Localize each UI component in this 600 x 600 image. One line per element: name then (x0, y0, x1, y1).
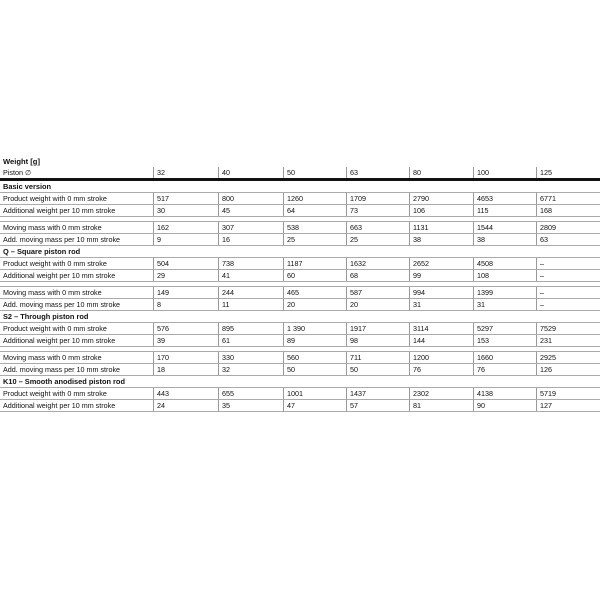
value-cell: 1709 (346, 193, 409, 204)
table-row (0, 364, 600, 376)
value-cell: 517 (153, 193, 218, 204)
table-row (0, 222, 600, 234)
value-cell: 115 (473, 205, 536, 216)
value-cell: 6771 (536, 193, 600, 204)
value-cell: 90 (473, 400, 536, 411)
value-cell: 1399 (473, 287, 536, 298)
table-row (0, 205, 600, 217)
value-cell: 576 (153, 323, 218, 334)
value-cell: 4508 (473, 258, 536, 269)
section-header: K10 – Smooth anodised piston rod (0, 376, 600, 388)
value-cell: 8 (153, 299, 218, 310)
value-cell: 504 (153, 258, 218, 269)
value-cell: 2790 (409, 193, 473, 204)
value-cell: 231 (536, 335, 600, 346)
value-cell: 149 (153, 287, 218, 298)
row-label: Add. moving mass per 10 mm stroke (3, 365, 121, 374)
table-row (0, 287, 600, 299)
value-cell: 126 (536, 364, 600, 375)
value-cell: 20 (283, 299, 346, 310)
value-cell: 560 (283, 352, 346, 363)
row-label: Product weight with 0 mm stroke (3, 324, 107, 333)
diameter-header: 32 (153, 167, 218, 178)
value-cell: 1187 (283, 258, 346, 269)
value-cell: 2925 (536, 352, 600, 363)
value-cell: 38 (409, 234, 473, 245)
diameter-header: 80 (409, 167, 473, 178)
value-cell: 76 (409, 364, 473, 375)
value-cell: 99 (409, 270, 473, 281)
value-cell: 1 390 (283, 323, 346, 334)
row-label: Additional weight per 10 mm stroke (3, 271, 116, 280)
section-header: Basic version (0, 181, 600, 193)
value-cell: 45 (218, 205, 283, 216)
value-cell: – (536, 258, 600, 269)
value-cell: 76 (473, 364, 536, 375)
value-cell: 41 (218, 270, 283, 281)
value-cell: 31 (473, 299, 536, 310)
value-cell: 1001 (283, 388, 346, 399)
row-label: Moving mass with 0 mm stroke (3, 223, 102, 232)
diameter-header: 125 (536, 167, 600, 178)
value-cell: 57 (346, 400, 409, 411)
value-cell: 24 (153, 400, 218, 411)
value-cell: 50 (346, 364, 409, 375)
row-label: Additional weight per 10 mm stroke (3, 206, 116, 215)
value-cell: 32 (218, 364, 283, 375)
value-cell: – (536, 270, 600, 281)
value-cell: 2652 (409, 258, 473, 269)
value-cell: 106 (409, 205, 473, 216)
table-row (0, 388, 600, 400)
value-cell: 20 (346, 299, 409, 310)
value-cell: 1917 (346, 323, 409, 334)
value-cell: 663 (346, 222, 409, 233)
value-cell: 68 (346, 270, 409, 281)
value-cell: 60 (283, 270, 346, 281)
row-label: Add. moving mass per 10 mm stroke (3, 300, 121, 309)
value-cell: 1260 (283, 193, 346, 204)
table-row (0, 400, 600, 412)
value-cell: 31 (409, 299, 473, 310)
table-row (0, 234, 600, 246)
piston-diameter-label: Piston ∅ (3, 168, 32, 177)
table-title: Weight [g] (3, 157, 40, 166)
value-cell: 89 (283, 335, 346, 346)
value-cell: – (536, 299, 600, 310)
value-cell: 18 (153, 364, 218, 375)
value-cell: 1660 (473, 352, 536, 363)
value-cell: 7529 (536, 323, 600, 334)
table-row (0, 270, 600, 282)
value-cell: 25 (346, 234, 409, 245)
row-label: Moving mass with 0 mm stroke (3, 353, 102, 362)
value-cell: 35 (218, 400, 283, 411)
value-cell: 25 (283, 234, 346, 245)
value-cell: 162 (153, 222, 218, 233)
value-cell: 1131 (409, 222, 473, 233)
value-cell: 127 (536, 400, 600, 411)
value-cell: 29 (153, 270, 218, 281)
value-cell: 47 (283, 400, 346, 411)
table-row (0, 193, 600, 205)
value-cell: 2809 (536, 222, 600, 233)
value-cell: 16 (218, 234, 283, 245)
table-row (0, 323, 600, 335)
row-label: Add. moving mass per 10 mm stroke (3, 235, 121, 244)
value-cell: 170 (153, 352, 218, 363)
value-cell: 587 (346, 287, 409, 298)
value-cell: 81 (409, 400, 473, 411)
value-cell: 5719 (536, 388, 600, 399)
row-label: Additional weight per 10 mm stroke (3, 336, 116, 345)
value-cell: 711 (346, 352, 409, 363)
value-cell: 307 (218, 222, 283, 233)
value-cell: 4653 (473, 193, 536, 204)
header-row (0, 167, 600, 181)
value-cell: 64 (283, 205, 346, 216)
row-label: Moving mass with 0 mm stroke (3, 288, 102, 297)
row-label: Product weight with 0 mm stroke (3, 259, 107, 268)
value-cell: 39 (153, 335, 218, 346)
value-cell: 538 (283, 222, 346, 233)
value-cell: 330 (218, 352, 283, 363)
table-row (0, 299, 600, 311)
value-cell: 994 (409, 287, 473, 298)
value-cell: 50 (283, 364, 346, 375)
value-cell: 5297 (473, 323, 536, 334)
value-cell: 1544 (473, 222, 536, 233)
row-label: Product weight with 0 mm stroke (3, 389, 107, 398)
value-cell: 4138 (473, 388, 536, 399)
diameter-header: 63 (346, 167, 409, 178)
weight-table (0, 156, 600, 412)
diameter-header: 50 (283, 167, 346, 178)
diameter-header: 40 (218, 167, 283, 178)
table-row (0, 352, 600, 364)
table-row (0, 335, 600, 347)
section-header: Q – Square piston rod (0, 246, 600, 258)
value-cell: 1200 (409, 352, 473, 363)
value-cell: 63 (536, 234, 600, 245)
value-cell: 144 (409, 335, 473, 346)
value-cell: 1632 (346, 258, 409, 269)
value-cell: 108 (473, 270, 536, 281)
table-body (0, 181, 600, 412)
value-cell: 168 (536, 205, 600, 216)
row-label: Product weight with 0 mm stroke (3, 194, 107, 203)
row-label: Additional weight per 10 mm stroke (3, 401, 116, 410)
value-cell: 73 (346, 205, 409, 216)
value-cell: 655 (218, 388, 283, 399)
value-cell: 895 (218, 323, 283, 334)
value-cell: 800 (218, 193, 283, 204)
section-header: S2 – Through piston rod (0, 311, 600, 323)
value-cell: 465 (283, 287, 346, 298)
diameter-header: 100 (473, 167, 536, 178)
value-cell: 30 (153, 205, 218, 216)
value-cell: 11 (218, 299, 283, 310)
value-cell: 244 (218, 287, 283, 298)
value-cell: – (536, 287, 600, 298)
table-row (0, 258, 600, 270)
value-cell: 98 (346, 335, 409, 346)
value-cell: 3114 (409, 323, 473, 334)
value-cell: 153 (473, 335, 536, 346)
value-cell: 61 (218, 335, 283, 346)
value-cell: 2302 (409, 388, 473, 399)
value-cell: 9 (153, 234, 218, 245)
value-cell: 1437 (346, 388, 409, 399)
value-cell: 738 (218, 258, 283, 269)
value-cell: 443 (153, 388, 218, 399)
value-cell: 38 (473, 234, 536, 245)
